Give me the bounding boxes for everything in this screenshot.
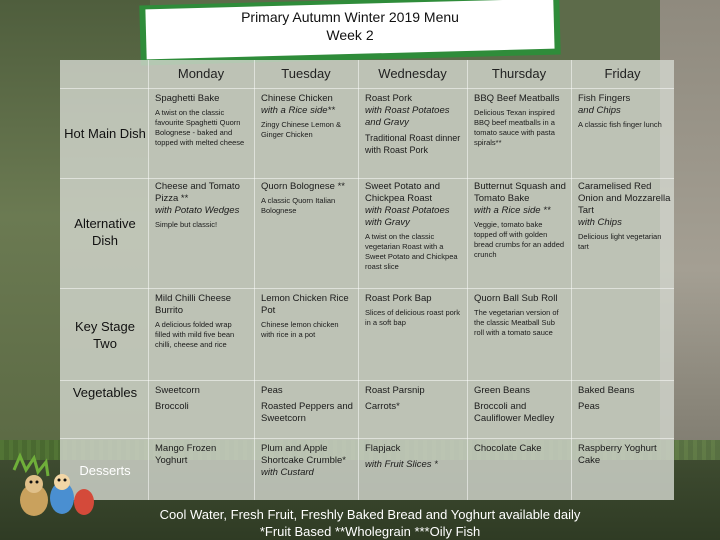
vegetable-2: Peas <box>578 401 600 412</box>
dish-name: Quorn Ball Sub Roll <box>474 293 558 304</box>
dish-description: A twist on the classic favourite Spaghetti Quorn Bolognese - baked and topped with melted cheese <box>155 108 245 147</box>
menu-cell <box>578 385 670 413</box>
column-header-friday: Friday <box>604 66 641 81</box>
dish-description: A twist on the classic vegetarian Roast with a Sweet Potato and Chickpea roast slice <box>365 232 458 271</box>
dish-side: with Roast Potatoes and Gravy <box>365 105 450 128</box>
dish-description: A classic fish finger lunch <box>578 120 662 129</box>
menu-cell <box>474 443 566 455</box>
menu-cell <box>155 443 249 467</box>
dish-description: Chinese lemon chicken with rice in a pot <box>261 320 339 339</box>
column-header-wednesday: Wednesday <box>378 66 447 81</box>
dish-side: with Roast Potatoes with Gravy <box>365 205 450 228</box>
dish-side: with Potato Wedges <box>155 205 240 216</box>
menu-cell <box>155 181 249 230</box>
dish-name: Lemon Chicken Rice Pot <box>261 293 349 316</box>
column-header-monday: Monday <box>177 66 225 81</box>
dish-description: The vegetarian version of the classic Meatball Sub roll with a tomato sauce <box>474 308 559 337</box>
dish-name: Spaghetti Bake <box>155 93 220 104</box>
dessert-name: Mango Frozen Yoghurt <box>155 443 217 466</box>
menu-cell <box>474 181 566 260</box>
dessert-side: with Custard <box>261 467 314 478</box>
grid-line <box>571 60 572 500</box>
menu-cell <box>155 385 249 413</box>
grid-line <box>60 178 674 179</box>
column-header-tuesday: Tuesday <box>281 66 331 81</box>
dish-name: Cheese and Tomato Pizza ** <box>155 181 240 204</box>
dish-name: Butternut Squash and Tomato Bake <box>474 181 566 204</box>
menu-cell <box>578 443 670 467</box>
dish-name: Mild Chilli Cheese Burrito <box>155 293 232 316</box>
dish-description: A delicious folded wrap filled with mild five bean chilli, cheese and rice <box>155 320 235 349</box>
dish-description: Simple but classic! <box>155 220 218 229</box>
menu-cell <box>261 385 353 425</box>
vegetable-1: Green Beans <box>474 385 530 396</box>
dish-name: Caramelised Red Onion and Mozzarella Tart <box>578 181 671 216</box>
vegetable-2: Broccoli and Cauliflower Medley <box>474 401 555 424</box>
grid-line <box>60 88 674 89</box>
menu-cell <box>474 385 566 425</box>
dessert-side: with Fruit Slices * <box>365 459 438 470</box>
vegetable-1: Sweetcorn <box>155 385 200 396</box>
dish-description: A classic Quorn Italian Bolognese <box>261 196 336 215</box>
dish-side: with a Rice side** <box>261 105 335 116</box>
title-line-1: Primary Autumn Winter 2019 Menu <box>241 9 459 25</box>
grid-line <box>358 60 359 500</box>
dish-side: with Chips <box>578 217 622 228</box>
menu-cell <box>365 385 463 413</box>
dish-description: Veggie, tomato bake topped off with golden bread crumbs for an added crunch <box>474 220 565 259</box>
grid-line <box>60 438 674 439</box>
dessert-name: Flapjack <box>365 443 401 454</box>
page-title <box>140 8 560 44</box>
row-header-key-stage-two: Key Stage Two <box>75 319 135 351</box>
footer-line-1: Cool Water, Fresh Fruit, Freshly Baked Bread and Yoghurt available daily <box>159 507 581 522</box>
grid-line <box>467 60 468 500</box>
menu-cell <box>261 443 353 479</box>
grid-line <box>254 60 255 500</box>
vegetable-1: Peas <box>261 385 283 396</box>
dish-name: Roast Pork Bap <box>365 293 432 304</box>
dish-name: Quorn Bolognese ** <box>261 181 345 192</box>
grid-line <box>148 60 149 500</box>
menu-cell <box>261 93 353 140</box>
menu-cell <box>155 293 249 350</box>
menu-cell <box>261 293 353 340</box>
dessert-name: Plum and Apple Shortcake Crumble* <box>261 443 347 466</box>
dish-name: Sweet Potato and Chickpea Roast <box>365 181 440 204</box>
footer-note <box>100 506 640 540</box>
dish-description: Zingy Chinese Lemon & Ginger Chicken <box>261 120 342 139</box>
grid-line <box>60 380 674 381</box>
footer-line-2: *Fruit Based **Wholegrain ***Oily Fish <box>259 524 481 539</box>
grid-line <box>60 288 674 289</box>
menu-cell <box>578 181 672 252</box>
row-header-alternative: Alternative Dish <box>74 216 136 248</box>
title-line-2: Week 2 <box>326 27 374 43</box>
dish-description: Delicious light vegetarian tart <box>578 232 662 251</box>
menu-cell <box>365 443 463 471</box>
dish-name: Roast Pork <box>365 93 412 104</box>
dessert-name: Raspberry Yoghurt Cake <box>578 443 657 466</box>
menu-cell <box>365 181 463 272</box>
mascot-illustration <box>4 430 104 520</box>
menu-cell <box>474 293 566 338</box>
vegetable-2: Broccoli <box>155 401 189 412</box>
column-header-thursday: Thursday <box>491 66 547 81</box>
row-header-desserts: Desserts <box>79 463 131 478</box>
menu-cell <box>261 181 353 216</box>
menu-cell <box>365 93 461 156</box>
dish-description: Slices of delicious roast pork in a soft bap <box>365 308 461 327</box>
dish-name: Fish Fingers <box>578 93 631 104</box>
dish-description: Delicious Texan inspired BBQ beef meatballs in a tomato sauce with pasta spirals** <box>474 108 555 147</box>
menu-cell <box>578 93 670 130</box>
menu-cell <box>474 93 566 148</box>
menu-cell <box>155 93 249 148</box>
dish-name: Chinese Chicken <box>261 93 333 104</box>
menu-cell <box>365 293 463 328</box>
row-header-vegetables: Vegetables <box>72 385 138 400</box>
dish-description: Traditional Roast dinner with Roast Pork <box>365 133 461 155</box>
row-header-hot-main: Hot Main Dish <box>64 126 146 141</box>
vegetable-2: Carrots* <box>365 401 400 412</box>
dessert-name: Chocolate Cake <box>474 443 542 454</box>
vegetable-1: Roast Parsnip <box>365 385 425 396</box>
dish-side: and Chips <box>578 105 621 116</box>
vegetable-2: Roasted Peppers and Sweetcorn <box>261 401 353 424</box>
vegetable-1: Baked Beans <box>578 385 635 396</box>
dish-side: with a Rice side ** <box>474 205 551 216</box>
dish-name: BBQ Beef Meatballs <box>474 93 560 104</box>
